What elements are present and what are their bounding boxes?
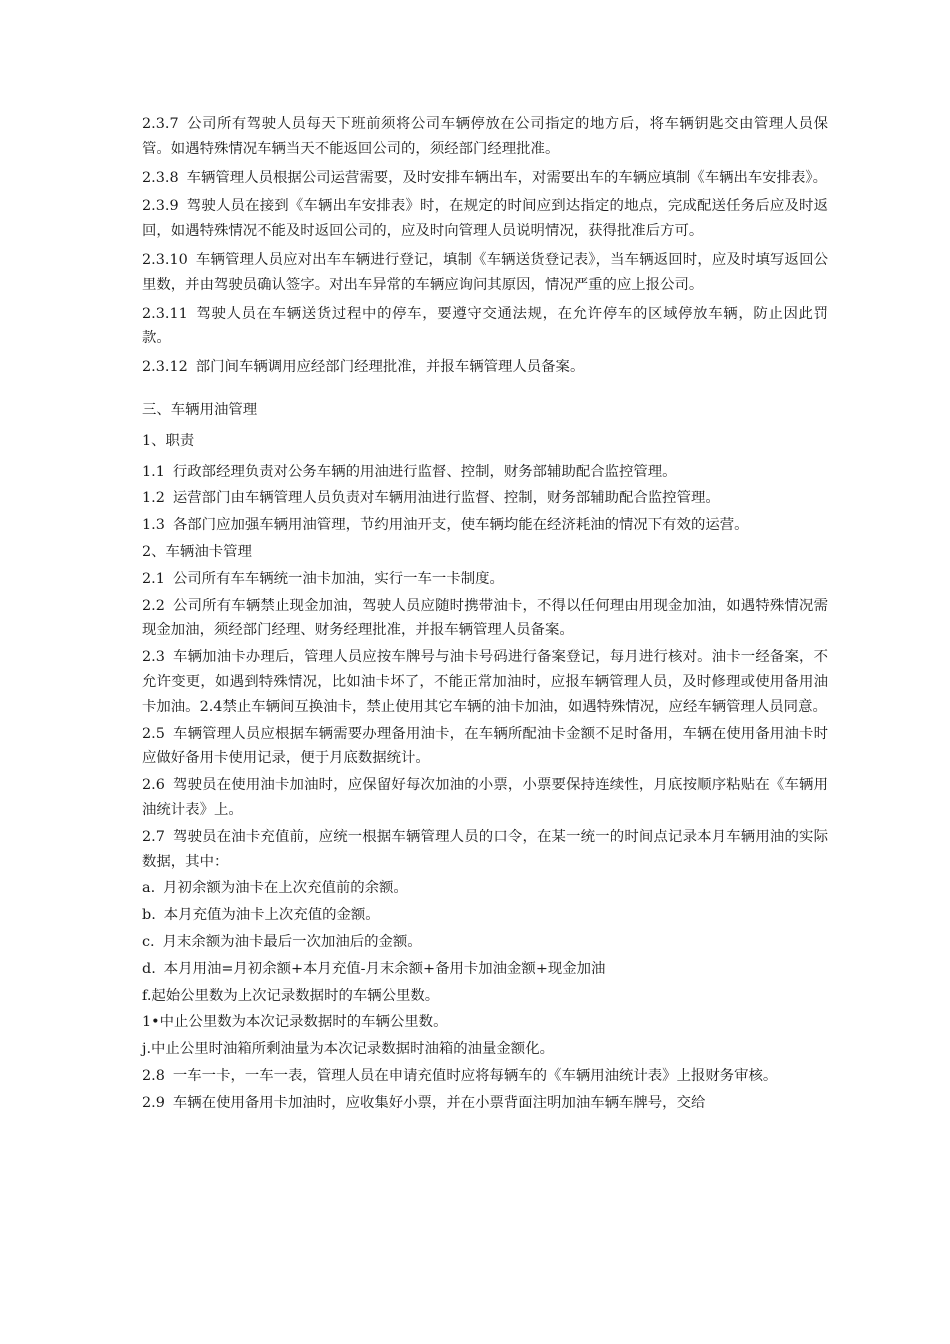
clause-2-9	[142, 1091, 828, 1116]
clause-text: 车辆加油卡办理后，管理人员应按车牌号与油卡号码进行备案登记，每月进行核对。油卡一经备案，不允许变更，如遇到特殊情况，比如油卡坏了，不能正常加油时，应报车辆管理人员，及时修理或使用备用油卡加油。2.4禁止车辆间互换油卡，禁止使用其它车辆的油卡加油，如遇特殊情况，应经车辆管理人员同意。	[142, 649, 828, 715]
clauses-2	[142, 567, 828, 982]
clause-number: 2.5	[142, 725, 165, 742]
list-item-j: j.中止公里时油箱所剩油量为本次记录数据时油箱的油量金额化。	[142, 1041, 554, 1058]
clause-text: 公司所有车辆禁止现金加油，驾驶人员应随时携带油卡，不得以任何理由用现金加油，如遇特殊情况需现金加油，须经部门经理、财务经理批准，并报车辆管理人员备案。	[142, 597, 828, 639]
clause-text: 公司所有驾驶人员每天下班前须将公司车辆停放在公司指定的地方后，将车辆钥匙交由管理人员保管。如遇特殊情况车辆当天不能返回公司的，须经部门经理批准。	[142, 116, 828, 157]
clause-text: 各部门应加强车辆用油管理，节约用油开支，使车辆均能在经济耗油的情况下有效的运营。	[172, 517, 749, 534]
clause-number: 2.1	[142, 570, 165, 587]
subsection-title-duties: 1、职责	[142, 432, 195, 449]
clause-1-3	[142, 513, 828, 538]
clause-2-2	[142, 594, 828, 644]
clauses-2-3	[142, 112, 828, 380]
clause-text: 一车一卡，一车一表，管理人员在申请充值时应将每辆车的《车辆用油统计表》上报财务审核。	[172, 1067, 778, 1084]
list-item-b	[142, 903, 828, 928]
clause-text: 驾驶员在油卡充值前，应统一根据车辆管理人员的口令，在某一统一的时间点记录本月车辆用油的实际数据，其中：	[142, 828, 828, 870]
clause-text: 公司所有车车辆统一油卡加油，实行一车一卡制度。	[172, 570, 504, 587]
clause-number: 2.3.9	[142, 198, 179, 215]
clause-number: 2.7	[142, 828, 165, 845]
clause-1-1	[142, 460, 828, 485]
clause-2-6	[142, 773, 828, 823]
list-item-1: 1•中止公里数为本次记录数据时的车辆公里数。	[142, 1014, 448, 1031]
clause-number: 2.3	[142, 649, 165, 666]
list-marker: a.	[142, 880, 156, 897]
clause-text: 运营部门由车辆管理人员负责对车辆用油进行监督、控制，财务部辅助配合监控管理。	[172, 490, 720, 507]
clause-number: 2.6	[142, 777, 165, 794]
clause-text: 车辆在使用备用卡加油时，应收集好小票，并在小票背面注明加油车辆车牌号，交给	[172, 1094, 706, 1111]
clause-text: 驾驶人员在接到《车辆出车安排表》时，在规定的时间应到达指定的地点，完成配送任务后应及时返回，如遇特殊情况不能及时返回公司的，应及时向管理人员说明情况，获得批准后方可。	[142, 198, 828, 240]
clause-number: 2.8	[142, 1067, 165, 1084]
clause-2-3-12	[142, 355, 828, 380]
clause-number: 2.9	[142, 1094, 165, 1111]
list-marker: c.	[142, 933, 155, 950]
list-marker: d.	[142, 960, 156, 977]
section-title: 三、车辆用油管理	[142, 401, 258, 418]
clause-2-3-8	[142, 166, 828, 191]
clause-number: 2.3.12	[142, 359, 188, 376]
clause-2-5	[142, 722, 828, 772]
clause-text: 车辆管理人员应对出车车辆进行登记，填制《车辆送货登记表》，当车辆返回时，应及时填写返回公里数，并由驾驶员确认签字。对出车异常的车辆应询问其原因，情况严重的应上报公司。	[142, 251, 828, 293]
list-text: 本月充值为油卡上次充值的金额。	[163, 907, 380, 924]
clause-2-3-9	[142, 194, 828, 244]
clause-number: 2.3.10	[142, 251, 188, 268]
clause-2-3	[142, 645, 828, 719]
list-text: 月初余额为油卡在上次充值前的余额。	[163, 880, 408, 897]
clause-2-3-7	[142, 112, 828, 162]
list-item-d	[142, 957, 828, 982]
document-page	[142, 112, 828, 1117]
list-text: 本月用油=月初余额+本月充值-月末余额+备用卡加油金额+现金加油	[163, 960, 606, 977]
list-extra-lines	[142, 984, 828, 1062]
clause-text: 车辆管理人员应根据车辆需要办理备用油卡，在车辆所配油卡金额不足时备用，车辆在使用备用油卡时应做好备用卡使用记录，便于月底数据统计。	[142, 725, 828, 767]
clause-text: 行政部经理负责对公务车辆的用油进行监督、控制，财务部辅助配合监控管理。	[172, 463, 677, 480]
clause-2-1	[142, 567, 828, 592]
clause-number: 2.3.8	[142, 169, 179, 186]
list-item-a	[142, 876, 828, 901]
subsection-title-oil-card: 2、车辆油卡管理	[142, 543, 252, 560]
clause-text: 车辆管理人员根据公司运营需要，及时安排车辆出车，对需要出车的车辆应填制《车辆出车安排表》。	[186, 169, 828, 186]
clause-text: 部门间车辆调用应经部门经理批准，并报车辆管理人员备案。	[195, 359, 585, 376]
clause-1-2	[142, 486, 828, 511]
clause-number: 2.3.11	[142, 305, 188, 322]
list-item-c	[142, 930, 828, 955]
list-marker: b.	[142, 907, 156, 924]
clauses-2-tail	[142, 1064, 828, 1116]
list-item-f: f.起始公里数为上次记录数据时的车辆公里数。	[142, 987, 440, 1004]
clause-number: 2.2	[142, 597, 165, 614]
list-text: 月末余额为油卡最后一次加油后的金额。	[162, 933, 422, 950]
clause-2-8	[142, 1064, 828, 1089]
clause-number: 1.1	[142, 463, 165, 480]
clause-2-3-11	[142, 302, 828, 352]
clause-number: 2.3.7	[142, 116, 179, 132]
clauses-1	[142, 460, 828, 538]
clause-number: 1.2	[142, 490, 165, 507]
clause-text: 驾驶员在使用油卡加油时，应保留好每次加油的小票，小票要保持连续性，月底按顺序粘贴在《车辆用油统计表》上。	[142, 777, 828, 818]
clause-2-7	[142, 825, 828, 875]
clause-2-3-10	[142, 248, 828, 298]
clause-text: 驾驶人员在车辆送货过程中的停车，要遵守交通法规，在允许停车的区域停放车辆，防止因此罚款。	[142, 305, 828, 347]
clause-number: 1.3	[142, 517, 165, 534]
